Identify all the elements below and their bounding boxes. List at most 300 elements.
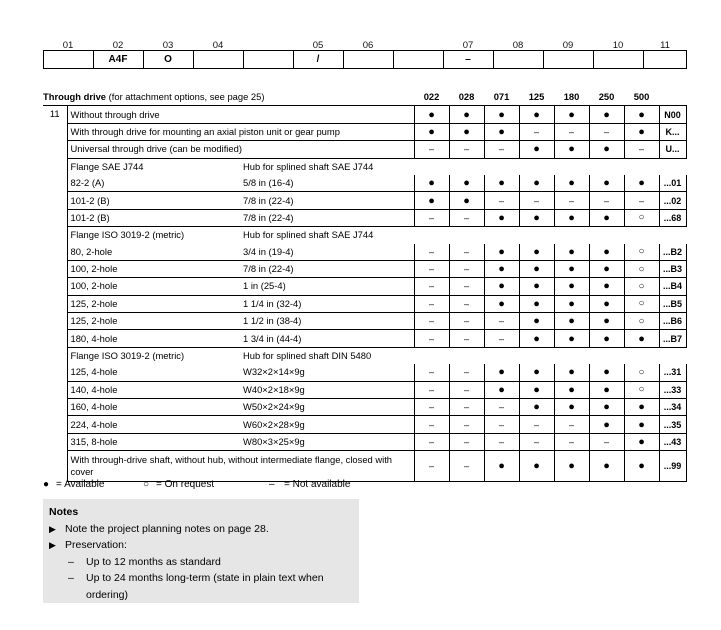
not-available-dash: –	[534, 195, 540, 206]
available-dot: ●	[498, 263, 505, 276]
code-cell	[493, 50, 543, 69]
availability-cell	[589, 175, 624, 192]
availability-cell	[519, 209, 554, 226]
not-available-label: = Not available	[284, 479, 351, 490]
ordering-code-strip	[43, 40, 687, 70]
availability-cell	[624, 209, 659, 226]
code-separator	[493, 50, 494, 69]
not-available-dash: –	[499, 316, 505, 327]
not-available-dash: –	[429, 333, 435, 344]
available-dot: ●	[533, 460, 540, 473]
available-dot: ●	[533, 401, 540, 414]
section-header-row	[43, 227, 686, 244]
availability-cell	[449, 416, 484, 433]
available-dot: ●	[498, 460, 505, 473]
available-dot: ●	[603, 418, 610, 431]
availability-cell	[554, 141, 589, 158]
availability-cell	[624, 399, 659, 416]
not-available-dash: –	[464, 144, 470, 155]
availability-cell	[624, 364, 659, 381]
dash-bullet: –	[68, 572, 74, 585]
code-cell	[393, 50, 443, 69]
row-description: With through-drive shaft, without hub, without intermediate flange, closed with cover	[67, 451, 414, 482]
code-cell: /	[293, 50, 343, 69]
available-dot: ●	[533, 245, 540, 258]
not-available-dash: –	[499, 195, 505, 206]
available-dot: ●	[603, 280, 610, 293]
row-description: 101-2 (B)	[67, 192, 241, 209]
size-header: 180	[563, 91, 580, 103]
availability-cell	[519, 381, 554, 398]
availability-cell	[589, 260, 624, 277]
availability-cell	[484, 416, 519, 433]
availability-cell	[519, 260, 554, 277]
code-cell: O	[143, 50, 193, 69]
availability-cell	[519, 313, 554, 330]
not-available-dash: –	[639, 144, 645, 155]
availability-cell	[449, 399, 484, 416]
option-code: ...99	[659, 451, 686, 482]
row-description: 100, 2-hole	[67, 278, 241, 295]
on-request-symbol: ○	[143, 479, 150, 490]
availability-cell	[589, 278, 624, 295]
on-request-circle: ○	[638, 366, 645, 378]
available-dot: ●	[428, 194, 435, 207]
availability-cell	[554, 260, 589, 277]
available-dot: ●	[533, 108, 540, 121]
available-dot: ●	[603, 143, 610, 156]
availability-cell	[414, 330, 449, 347]
availability-cell	[519, 364, 554, 381]
not-available-dash: –	[604, 437, 610, 447]
available-dot: ●	[603, 315, 610, 328]
availability-cell	[624, 260, 659, 277]
availability-cell	[449, 209, 484, 226]
available-dot: ●	[638, 125, 645, 138]
availability-cell	[449, 260, 484, 277]
availability-cell	[624, 451, 659, 482]
available-dot: ●	[463, 125, 470, 138]
note-item	[49, 537, 353, 554]
not-available-dash: –	[429, 246, 435, 257]
code-separator	[93, 50, 94, 69]
option-code: ...43	[659, 433, 686, 450]
position-label-07: 07	[462, 40, 474, 51]
available-dot: ●	[533, 263, 540, 276]
available-dot: ●	[568, 211, 575, 224]
availability-cell	[589, 313, 624, 330]
availability-cell	[519, 192, 554, 209]
on-request-circle: ○	[638, 315, 645, 327]
not-available-dash: –	[464, 281, 470, 292]
availability-cell	[449, 192, 484, 209]
row-description: Without through drive	[67, 106, 414, 123]
availability-cell	[449, 175, 484, 192]
available-dot: ●	[638, 332, 645, 345]
availability-cell	[484, 141, 519, 158]
availability-cell	[484, 451, 519, 482]
position-label-09: 09	[562, 40, 574, 51]
availability-cell	[484, 364, 519, 381]
available-dot: ●	[568, 315, 575, 328]
table-row	[43, 330, 686, 347]
available-symbol: ●	[43, 479, 50, 490]
row-description: 160, 4-hole	[67, 399, 241, 416]
availability-cell	[589, 451, 624, 482]
on-request-circle: ○	[638, 384, 645, 396]
option-code: ...B6	[659, 313, 686, 330]
availability-cell	[519, 433, 554, 450]
code-cell	[43, 50, 93, 69]
row-description: 125, 4-hole	[67, 364, 241, 381]
row-index: 11	[43, 106, 67, 482]
not-available-dash: –	[429, 384, 435, 395]
availability-cell	[589, 106, 624, 123]
on-request-circle: ○	[638, 212, 645, 224]
row-description: 224, 4-hole	[67, 416, 241, 433]
availability-cell	[624, 381, 659, 398]
code-separator	[343, 50, 344, 69]
code-separator	[43, 50, 44, 69]
availability-cell	[484, 192, 519, 209]
availability-cell	[519, 295, 554, 312]
note-text: Note the project planning notes on page 28.	[65, 522, 269, 535]
not-available-dash: –	[499, 144, 505, 155]
table-row	[43, 399, 686, 416]
not-available-dash: –	[464, 384, 470, 395]
available-dot: ●	[568, 280, 575, 293]
available-dot: ●	[603, 108, 610, 121]
available-dot: ●	[603, 177, 610, 190]
availability-cell	[449, 313, 484, 330]
not-available-dash: –	[569, 419, 575, 430]
not-available-dash: –	[499, 437, 505, 447]
available-dot: ●	[568, 383, 575, 396]
option-code: ...33	[659, 381, 686, 398]
table-row	[43, 313, 686, 330]
row-description: 315, 8-hole	[67, 433, 241, 450]
table-title: Through drive (for attachment options, see page 25)	[43, 91, 265, 103]
row-hub: 1 in (25-4)	[241, 278, 414, 295]
triangle-bullet-icon: ▶	[49, 540, 56, 551]
not-available-dash: –	[639, 195, 645, 206]
availability-cell	[554, 451, 589, 482]
availability-cell	[519, 416, 554, 433]
available-dot: ●	[603, 297, 610, 310]
availability-cell	[589, 192, 624, 209]
row-description: Flange SAE J744	[70, 160, 144, 172]
availability-cell	[484, 399, 519, 416]
available-dot: ●	[533, 280, 540, 293]
availability-cell	[519, 123, 554, 140]
row-hub: W80×3×25×9g	[241, 433, 414, 450]
on-request-circle: ○	[638, 298, 645, 310]
available-dot: ●	[638, 401, 645, 414]
availability-cell	[554, 313, 589, 330]
code-cell	[643, 50, 687, 69]
option-code: N00	[659, 106, 686, 123]
availability-cell	[624, 278, 659, 295]
availability-cell	[624, 416, 659, 433]
code-separator	[193, 50, 194, 69]
note-subtext: Up to 24 months long-term (state in plain text when ordering)	[86, 572, 324, 601]
availability-cell	[414, 416, 449, 433]
available-dot: ●	[463, 108, 470, 121]
row-hub: 7/8 in (22-4)	[241, 260, 414, 277]
availability-cell	[414, 260, 449, 277]
option-code: ...B5	[659, 295, 686, 312]
option-code: ...B4	[659, 278, 686, 295]
not-available-dash: –	[464, 264, 470, 275]
row-description: With through drive for mounting an axial piston unit or gear pump	[67, 123, 414, 140]
availability-cell	[519, 141, 554, 158]
not-available-dash: –	[499, 402, 505, 413]
availability-cell	[624, 330, 659, 347]
table-row	[43, 192, 686, 209]
table-row	[43, 433, 686, 450]
availability-cell	[449, 278, 484, 295]
available-dot: ●	[638, 460, 645, 473]
availability-cell	[449, 381, 484, 398]
not-available-dash: –	[534, 126, 540, 137]
option-code: ...B2	[659, 244, 686, 261]
availability-cell	[624, 141, 659, 158]
note-text: Preservation:	[65, 539, 127, 552]
not-available-dash: –	[429, 264, 435, 275]
table-row	[43, 364, 686, 381]
availability-cell	[589, 244, 624, 261]
row-description: 100, 2-hole	[67, 260, 241, 277]
available-dot: ●	[603, 332, 610, 345]
availability-cell	[554, 278, 589, 295]
available-dot: ●	[498, 280, 505, 293]
availability-cell	[519, 330, 554, 347]
not-available-dash: –	[464, 402, 470, 413]
row-hub: 3/4 in (19-4)	[241, 244, 414, 261]
not-available-symbol: –	[269, 479, 275, 490]
availability-cell	[484, 123, 519, 140]
row-hub: 1 1/2 in (38-4)	[241, 313, 414, 330]
available-dot: ●	[603, 263, 610, 276]
not-available-dash: –	[464, 419, 470, 430]
row-hub: 5/8 in (16-4)	[241, 175, 414, 192]
position-label-01: 01	[62, 40, 74, 51]
availability-cell	[589, 381, 624, 398]
not-available-dash: –	[429, 437, 435, 447]
row-hub: Hub for splined shaft SAE J744	[243, 229, 374, 241]
code-cell: –	[443, 50, 493, 69]
availability-cell	[449, 433, 484, 450]
available-dot: ●	[498, 177, 505, 190]
row-hub: W60×2×28×9g	[241, 416, 414, 433]
availability-cell	[589, 416, 624, 433]
row-hub: 1 3/4 in (44-4)	[241, 330, 414, 347]
availability-cell	[554, 416, 589, 433]
row-hub: Hub for splined shaft SAE J744	[243, 160, 374, 172]
availability-cell	[554, 106, 589, 123]
available-dot: ●	[498, 297, 505, 310]
row-description: Flange ISO 3019-2 (metric)	[70, 229, 185, 241]
available-dot: ●	[568, 332, 575, 345]
code-separator	[686, 50, 687, 69]
option-code: ...B7	[659, 330, 686, 347]
option-code: ...01	[659, 175, 686, 192]
size-header: 500	[633, 91, 650, 103]
availability-cell	[484, 175, 519, 192]
availability-cell	[449, 364, 484, 381]
on-request-circle: ○	[638, 246, 645, 258]
available-dot: ●	[568, 143, 575, 156]
not-available-dash: –	[569, 126, 575, 137]
on-request-circle: ○	[638, 263, 645, 275]
code-separator	[443, 50, 444, 69]
table-row	[43, 381, 686, 398]
position-label-08: 08	[512, 40, 524, 51]
availability-cell	[414, 295, 449, 312]
available-dot: ●	[568, 366, 575, 379]
not-available-dash: –	[569, 437, 575, 447]
table-row	[43, 278, 686, 295]
code-separator	[243, 50, 244, 69]
notes-title: Notes	[49, 506, 79, 518]
not-available-dash: –	[464, 316, 470, 327]
availability-cell	[414, 364, 449, 381]
availability-cell	[519, 399, 554, 416]
availability-cell	[484, 278, 519, 295]
availability-cell	[589, 123, 624, 140]
size-header: 022	[423, 91, 440, 103]
option-code: ...31	[659, 364, 686, 381]
code-cell	[243, 50, 293, 69]
availability-cell	[554, 175, 589, 192]
availability-cell	[414, 141, 449, 158]
note-subitem	[49, 570, 353, 603]
availability-cell	[484, 260, 519, 277]
row-hub: 7/8 in (22-4)	[241, 209, 414, 226]
availability-cell	[624, 175, 659, 192]
availability-cell	[414, 244, 449, 261]
not-available-dash: –	[429, 316, 435, 327]
code-cell	[593, 50, 643, 69]
position-label-03: 03	[162, 40, 174, 51]
availability-cell	[414, 278, 449, 295]
availability-cell	[624, 313, 659, 330]
notes-box	[43, 499, 359, 603]
not-available-dash: –	[534, 419, 540, 430]
availability-cell	[484, 313, 519, 330]
row-description: Flange ISO 3019-2 (metric)	[70, 350, 185, 362]
available-dot: ●	[533, 332, 540, 345]
available-dot: ●	[533, 211, 540, 224]
available-dot: ●	[533, 366, 540, 379]
availability-cell	[589, 209, 624, 226]
available-dot: ●	[603, 460, 610, 473]
availability-cell	[449, 295, 484, 312]
not-available-dash: –	[464, 437, 470, 447]
table-header-row	[43, 89, 686, 106]
row-description: 125, 2-hole	[67, 295, 241, 312]
not-available-dash: –	[429, 461, 435, 472]
not-available-dash: –	[464, 212, 470, 223]
row-hub: W32×2×14×9g	[241, 364, 414, 381]
availability-cell	[449, 330, 484, 347]
row-description: 125, 2-hole	[67, 313, 241, 330]
not-available-dash: –	[429, 281, 435, 292]
availability-cell	[484, 209, 519, 226]
not-available-dash: –	[499, 419, 505, 430]
row-hub: W50×2×24×9g	[241, 399, 414, 416]
available-dot: ●	[498, 125, 505, 138]
availability-cell	[554, 399, 589, 416]
availability-cell	[624, 192, 659, 209]
row-description: Universal through drive (can be modified)	[67, 141, 414, 158]
not-available-dash: –	[429, 402, 435, 413]
available-dot: ●	[568, 245, 575, 258]
not-available-dash: –	[464, 333, 470, 344]
available-dot: ●	[638, 177, 645, 190]
row-description: 180, 4-hole	[67, 330, 241, 347]
availability-cell	[414, 192, 449, 209]
available-dot: ●	[603, 366, 610, 379]
size-header: 071	[493, 91, 510, 103]
available-dot: ●	[638, 436, 645, 448]
triangle-bullet-icon: ▶	[49, 523, 56, 534]
code-cell	[193, 50, 243, 69]
availability-cell	[624, 295, 659, 312]
not-available-dash: –	[429, 144, 435, 155]
availability-cell	[484, 381, 519, 398]
available-dot: ●	[603, 401, 610, 414]
code-separator	[593, 50, 594, 69]
position-label-10: 10	[612, 40, 624, 51]
availability-cell	[484, 244, 519, 261]
available-dot: ●	[428, 125, 435, 138]
row-description: 82-2 (A)	[67, 175, 241, 192]
not-available-dash: –	[464, 246, 470, 257]
not-available-dash: –	[464, 367, 470, 378]
not-available-dash: –	[429, 212, 435, 223]
option-code: K...	[659, 123, 686, 140]
code-cell	[543, 50, 593, 69]
position-label-06: 06	[362, 40, 374, 51]
availability-cell	[449, 244, 484, 261]
availability-cell	[554, 330, 589, 347]
table-row	[43, 260, 686, 277]
availability-cell	[554, 364, 589, 381]
available-dot: ●	[568, 460, 575, 473]
not-available-dash: –	[429, 419, 435, 430]
row-hub: 1 1/4 in (32-4)	[241, 295, 414, 312]
on-request-label: = On request	[156, 479, 215, 490]
option-code: ...35	[659, 416, 686, 433]
availability-cell	[519, 451, 554, 482]
available-label: = Available	[56, 479, 105, 490]
position-label-11: 11	[660, 40, 670, 51]
not-available-dash: –	[569, 195, 575, 206]
availability-cell	[484, 106, 519, 123]
table-row	[43, 416, 686, 433]
not-available-dash: –	[464, 461, 470, 472]
code-separator	[543, 50, 544, 69]
table-row	[43, 295, 686, 312]
row-description: 80, 2-hole	[67, 244, 241, 261]
availability-cell	[414, 123, 449, 140]
availability-cell	[414, 313, 449, 330]
available-dot: ●	[498, 245, 505, 258]
not-available-dash: –	[429, 367, 435, 378]
availability-cell	[589, 433, 624, 450]
availability-cell	[624, 123, 659, 140]
